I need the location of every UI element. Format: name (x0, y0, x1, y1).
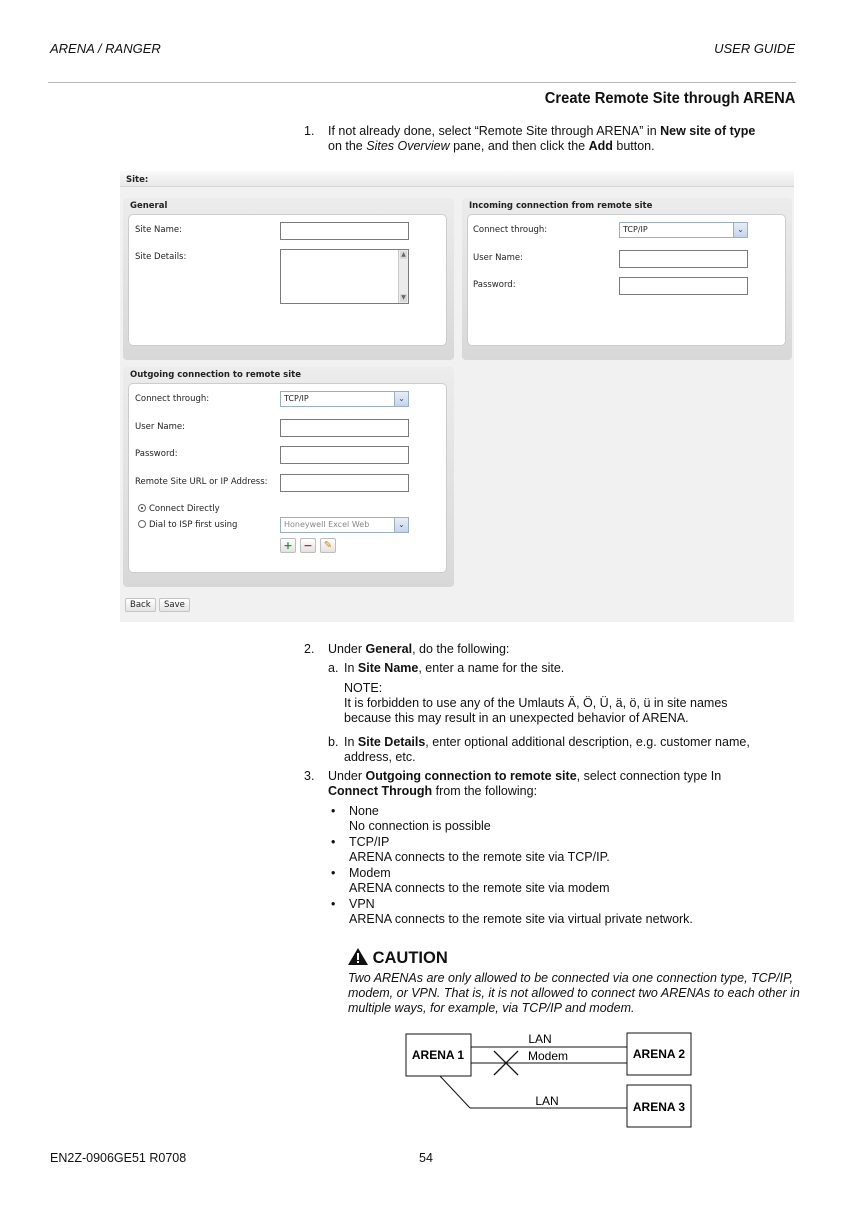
scroll-up-icon[interactable]: ▲ (401, 251, 406, 258)
bold-text: Add (588, 139, 613, 153)
back-button[interactable]: Back (125, 598, 156, 612)
scroll-down-icon[interactable]: ▼ (401, 294, 406, 301)
radio-selected-icon[interactable] (138, 504, 146, 512)
text: button. (612, 139, 655, 153)
caution-title: CAUTION (372, 949, 448, 967)
header-right: USER GUIDE (714, 41, 795, 56)
save-button[interactable]: Save (159, 598, 190, 612)
text: , do the following: (412, 642, 510, 656)
step-1 (304, 124, 798, 154)
radio-label: Connect Directly (149, 504, 220, 514)
bold-text: Outgoing connection to remote site (365, 769, 577, 783)
text: from the following: (432, 784, 538, 798)
footer-page-number: 54 (419, 1151, 433, 1165)
bold-text: Connect Through (328, 784, 433, 798)
bold-text: New site of type (660, 124, 756, 138)
bullet-icon: • (331, 866, 336, 880)
text: , select connection type In (576, 769, 722, 783)
lan-bottom-label: LAN (535, 1094, 559, 1108)
incoming-connection-panel (462, 198, 792, 360)
add-icon[interactable]: + (280, 538, 296, 553)
chevron-down-icon[interactable]: ⌄ (394, 518, 408, 532)
outgoing-connection-panel (123, 367, 454, 587)
chevron-down-icon[interactable]: ⌄ (733, 223, 747, 237)
list-item (331, 804, 491, 834)
outgoing-panel-body (128, 383, 447, 573)
footer-doc-id: EN2Z-0906GE51 R0708 (50, 1151, 187, 1165)
text: , enter optional additional description, e.g. customer name, (425, 735, 750, 749)
step-number: 1. (304, 124, 315, 138)
step-3 (304, 769, 798, 799)
step-2a (328, 661, 800, 726)
arena-2-label: ARENA 2 (632, 1047, 686, 1061)
lan-top-label: LAN (528, 1032, 552, 1046)
list-item (331, 835, 610, 865)
general-panel (123, 198, 454, 360)
text: , enter a name for the site. (418, 661, 565, 675)
radio-label: Dial to ISP first using (149, 520, 238, 530)
substep-label: b. (328, 735, 339, 749)
header-left: ARENA / RANGER (50, 41, 161, 56)
site-name-input[interactable] (280, 222, 409, 240)
radio-unselected-icon[interactable] (138, 520, 146, 528)
incoming-connect-through-select[interactable] (619, 222, 748, 238)
text: on the (328, 139, 367, 153)
substep-label: a. (328, 661, 339, 675)
step-number: 3. (304, 769, 315, 783)
note-line-1: It is forbidden to use any of the Umlauts Ä, Ö, Ü, ä, ö, ü in site names (344, 696, 728, 710)
list-item-desc: No connection is possible (349, 819, 491, 833)
general-panel-title: General (130, 201, 168, 211)
remove-icon[interactable]: − (300, 538, 316, 553)
outgoing-panel-title: Outgoing connection to remote site (130, 370, 301, 380)
incoming-panel-title: Incoming connection from remote site (469, 201, 653, 211)
text: If not already done, select “Remote Site through ARENA” in (328, 124, 661, 138)
text: Under (328, 642, 366, 656)
outgoing-user-name-label: User Name: (135, 422, 186, 432)
step-2b-line-2: address, etc. (344, 750, 416, 764)
select-value: TCP/IP (284, 394, 309, 403)
note-label: NOTE: (344, 681, 383, 695)
step-number: 2. (304, 642, 315, 656)
remote-url-label: Remote Site URL or IP Address: (135, 477, 268, 487)
arena-connection-diagram (400, 1028, 700, 1133)
bullet-icon: • (331, 804, 336, 818)
list-item-title: VPN (349, 897, 375, 911)
header-divider (48, 82, 796, 83)
caution-text: Two ARENAs are only allowed to be connected via one connection type, TCP/IP, modem, or VPN. That is, it is not allowed to connect two ARENAs to each other in multiple ways, for example, via TCP/IP and modem. (348, 971, 800, 1015)
list-item (331, 866, 610, 896)
text: pane, and then click the (449, 139, 589, 153)
scrollbar[interactable] (398, 250, 408, 303)
list-item-title: Modem (349, 866, 391, 880)
arena-3-label: ARENA 3 (632, 1100, 686, 1114)
chevron-down-icon[interactable]: ⌄ (394, 392, 408, 406)
edit-pencil-icon[interactable]: ✎ (320, 538, 336, 553)
site-details-textarea[interactable] (280, 249, 409, 304)
text: Under (328, 769, 366, 783)
site-form-screenshot (120, 171, 794, 622)
text: In (344, 661, 358, 675)
list-item-desc: ARENA connects to the remote site via virtual private network. (349, 912, 693, 926)
section-title: Create Remote Site through ARENA (544, 90, 795, 107)
bold-text: General (365, 642, 413, 656)
italic-text: Sites Overview (366, 139, 450, 153)
lan-line-bottom-diag (440, 1076, 470, 1108)
incoming-password-input[interactable] (619, 277, 748, 295)
list-item-title: None (349, 804, 379, 818)
radio-connect-directly[interactable] (138, 504, 220, 514)
list-item-desc: ARENA connects to the remote site via TCP/IP. (349, 850, 610, 864)
remote-url-input[interactable] (280, 474, 409, 492)
bullet-icon: • (331, 897, 336, 911)
bold-text: Site Details (357, 735, 426, 749)
outgoing-user-name-input[interactable] (280, 419, 409, 437)
step-2b (328, 735, 800, 765)
select-value: Honeywell Excel Web (284, 520, 370, 529)
arena-1-label: ARENA 1 (411, 1048, 465, 1062)
outgoing-password-label: Password: (135, 449, 178, 459)
site-header-bar (120, 171, 794, 187)
site-label: Site: (126, 175, 149, 185)
outgoing-connect-through-select[interactable] (280, 391, 409, 407)
radio-dial-isp[interactable] (138, 520, 237, 530)
modem-label: Modem (527, 1049, 569, 1063)
site-name-label: Site Name: (135, 225, 182, 235)
isp-action-buttons (280, 538, 350, 554)
note-line-2: because this may result in an unexpected behavior of ARENA. (344, 711, 689, 725)
isp-select[interactable] (280, 517, 409, 533)
outgoing-connect-through-label: Connect through: (135, 394, 210, 404)
warning-icon (348, 948, 368, 965)
step-2 (304, 642, 798, 657)
general-panel-body (128, 214, 447, 346)
select-value: TCP/IP (623, 225, 648, 234)
incoming-connect-through-label: Connect through: (473, 225, 548, 235)
list-item (331, 897, 693, 927)
bullet-icon: • (331, 835, 336, 849)
incoming-user-name-input[interactable] (619, 250, 748, 268)
incoming-user-name-label: User Name: (473, 253, 524, 263)
bold-text: Site Name (357, 661, 419, 675)
incoming-password-label: Password: (473, 280, 516, 290)
list-item-desc: ARENA connects to the remote site via modem (349, 881, 610, 895)
incoming-panel-body (467, 214, 786, 346)
site-details-label: Site Details: (135, 252, 187, 262)
caution-heading (348, 948, 448, 968)
list-item-title: TCP/IP (349, 835, 390, 849)
text: In (344, 735, 358, 749)
outgoing-password-input[interactable] (280, 446, 409, 464)
